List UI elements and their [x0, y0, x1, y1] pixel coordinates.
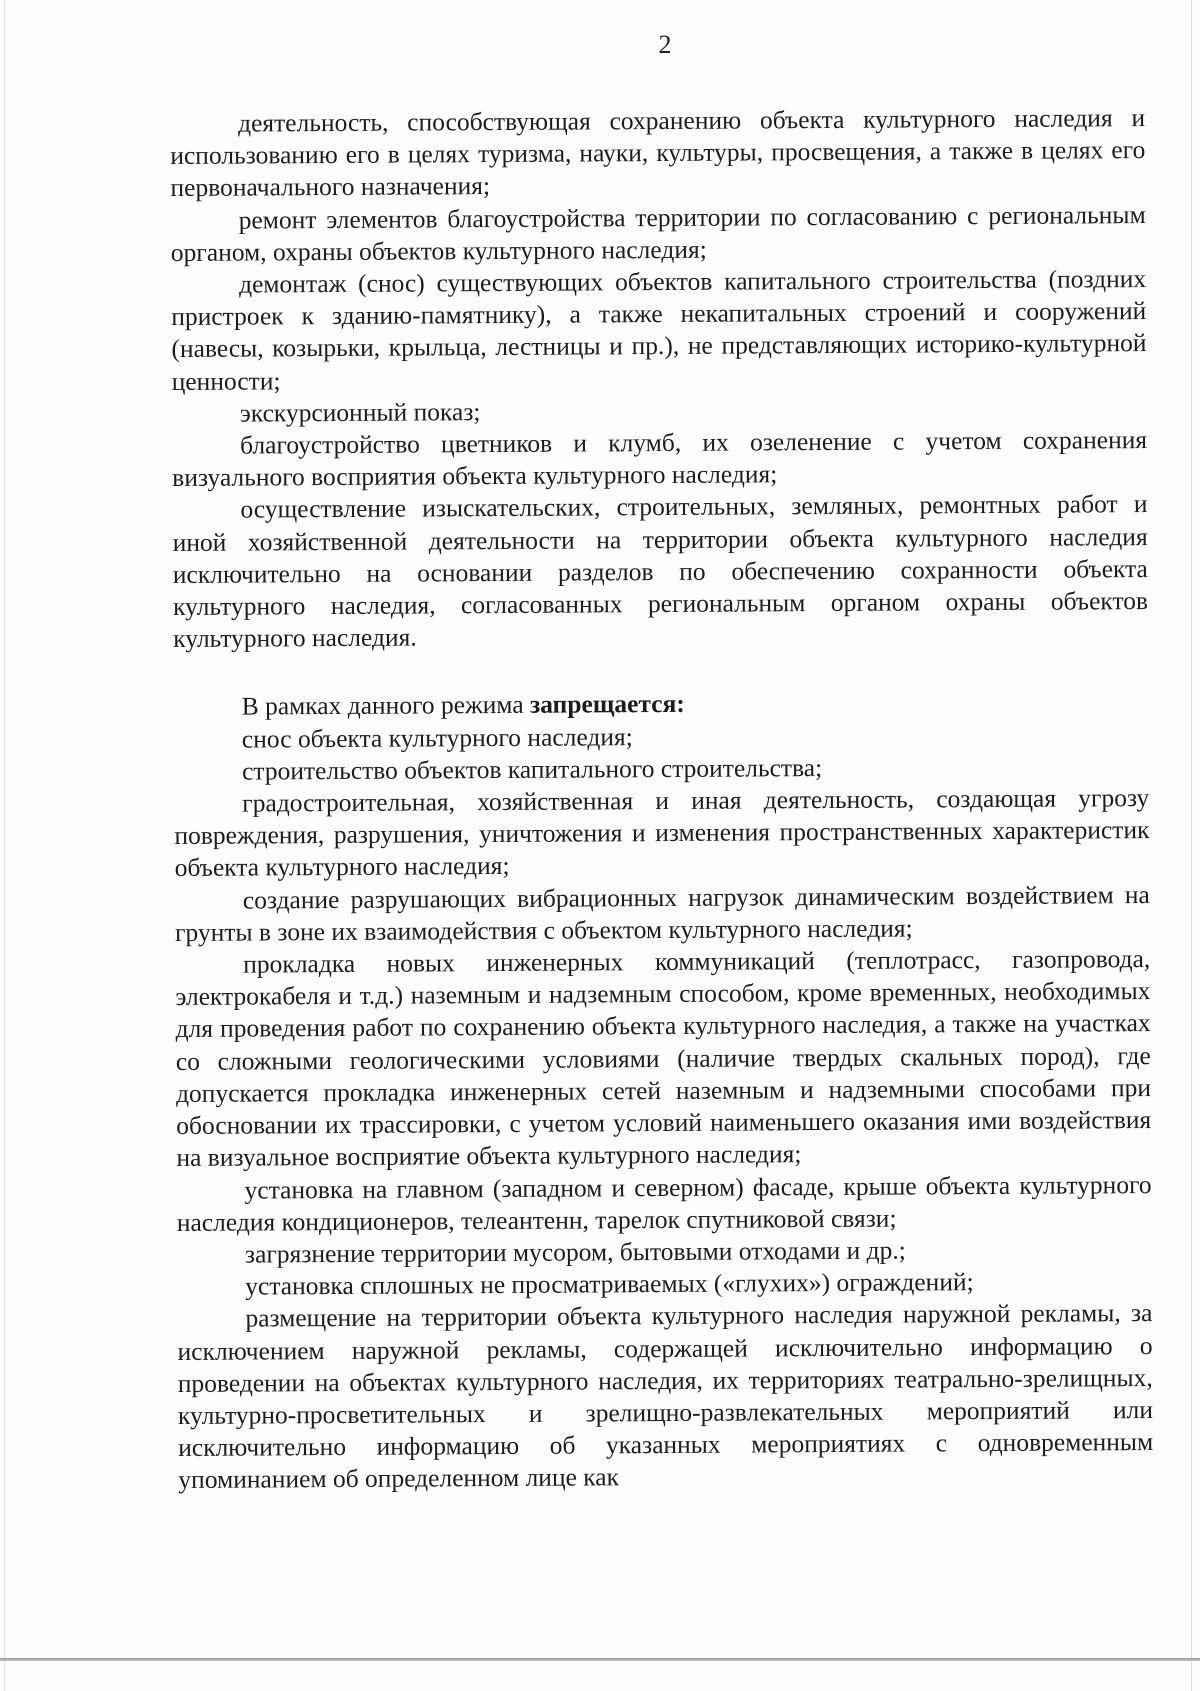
prohibited-activities-list — [174, 685, 1154, 1496]
prohibited-item: установка на главном (западном и северном) фасаде, крыше объекта культурного наследия кондиционеров, телеантенн, тарелок спутниковой связи; — [176, 1169, 1152, 1237]
scan-bottom-edge — [0, 1658, 1200, 1661]
allowed-item: ремонт элементов благоустройства территории по согласованию с региональным органом, охраны объектов культурного наследия; — [170, 199, 1146, 267]
prohibited-item: создание разрушающих вибрационных нагрузок динамическим воздействием на грунты в зоне их взаимодействия с объектом культурного наследия; — [174, 879, 1150, 947]
prohibited-heading-prefix: В рамках данного режима — [241, 690, 531, 722]
prohibited-item: градостроительная, хозяйственная и иная деятельность, создающая угрозу повреждения, разрушения, уничтожения и изменения пространственных характеристик объекта культурного наследия; — [174, 783, 1150, 883]
prohibited-item: прокладка новых инженерных коммуникаций (теплотрасс, газопровода, электрокабеля и т.д.) наземным и надземным способом, кроме временных, необходимых для проведения работ по сохранению объекта культурного наследия, а также на участках со сложными геологическими условиями (наличие твердых скальных пород), где допускается прокладка инженерных сетей наземным и надземными способами при обосновании их трассировки, с учетом условий наименьшего оказания ими воздействия на визуальное восприятие объекта культурного наследия; — [175, 944, 1152, 1173]
allowed-item: осуществление изыскательских, строительных, земляных, ремонтных работ и иной хозяйственной деятельности на территории объекта культурного наследия исключительно на основании разделов по обеспечению сохранности объекта культурного наследия, согласованных региональным органом охраны объектов культурного наследия. — [172, 489, 1149, 654]
prohibited-item: загрязнение территории мусором, бытовыми отходами и др.; — [244, 1235, 906, 1269]
scan-edge-left — [4, 0, 5, 1691]
allowed-item: благоустройство цветников и клумб, их озеленение с учетом сохранения визуального восприятия объекта культурного наследия; — [172, 425, 1148, 493]
allowed-activities-list — [170, 102, 1148, 655]
prohibited-item: установка сплошных не просматриваемых («глухих») ограждений; — [245, 1267, 974, 1301]
allowed-item: демонтаж (снос) существующих объектов капитального строительства (поздних пристроек к зданию-памятнику), а также некапитальных строений и сооружений (навесы, козырьки, крыльца, лестницы и пр.), не представляющих историко-культурной ценности; — [171, 264, 1147, 396]
prohibited-item: строительство объектов капитального строительства; — [241, 752, 823, 786]
prohibited-item: снос объекта культурного наследия; — [241, 721, 633, 754]
allowed-item: экскурсионный показ; — [239, 396, 481, 428]
document-body — [170, 102, 1153, 1496]
allowed-item: деятельность, способствующая сохранению объекта культурного наследия и использованию его в целях туризма, науки, культуры, просвещения, а также в целях его первоначального назначения; — [170, 103, 1146, 203]
page-number: 2 — [658, 30, 672, 59]
prohibited-item: размещение на территории объекта культурного наследия наружной рекламы, за исключением наружной рекламы, содержащей исключительно информацию о проведении на объектах культурного наследия, их территориях театрально-зрелищных, культурно-просветительных и зрелищно-развлекательных мероприятий или исключительно информацию об указанных мероприятиях с одновременным упоминанием об определенном лице как — [177, 1298, 1154, 1495]
scan-edge-right — [1191, 0, 1192, 1691]
section-spacer — [173, 649, 1148, 691]
prohibited-heading-bold: запрещается: — [529, 689, 685, 720]
